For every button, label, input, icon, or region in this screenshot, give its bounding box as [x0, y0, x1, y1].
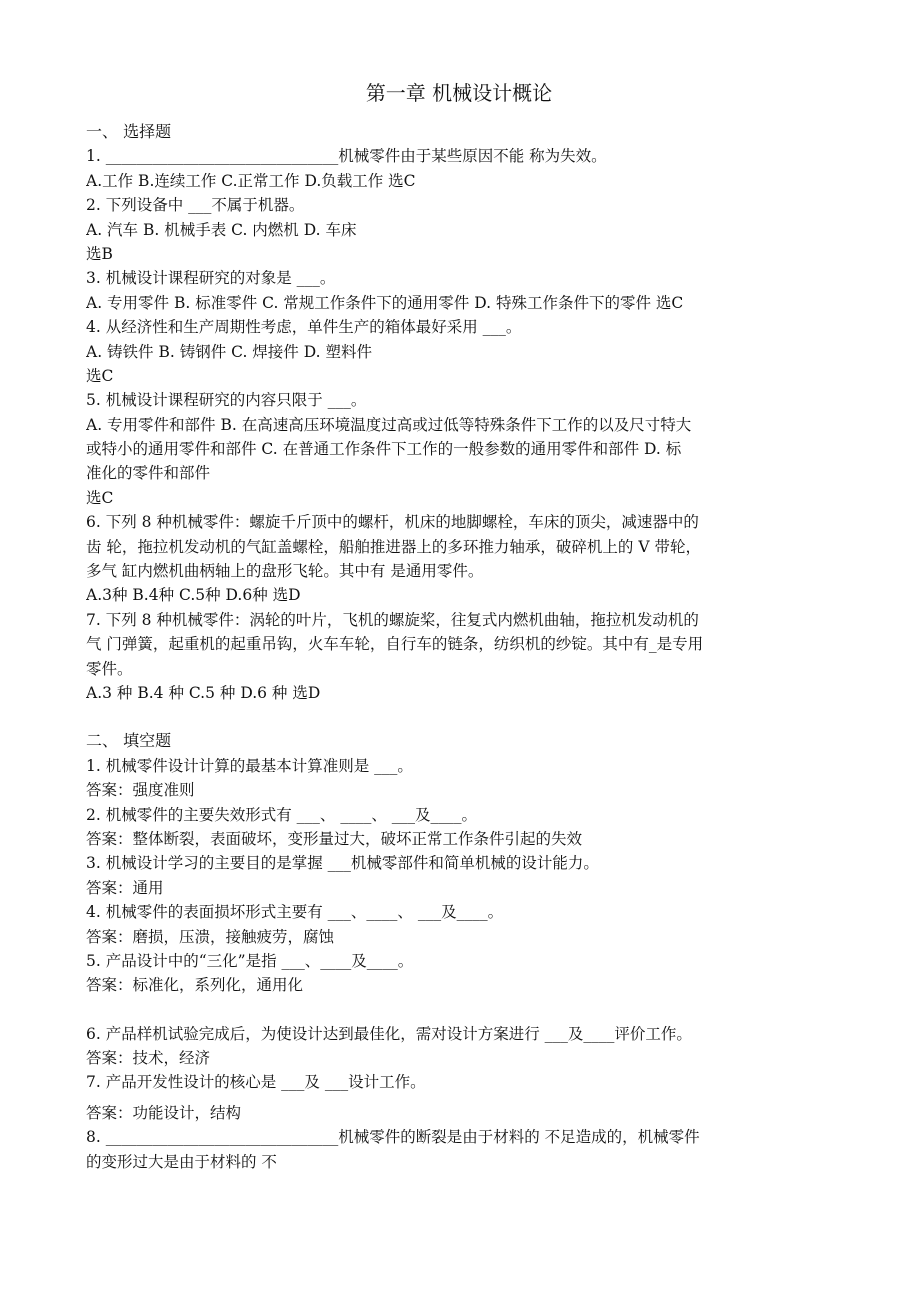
fill-question-8-line-2: 的变形过大是由于材料的 不: [86, 1152, 277, 1171]
options-1: A.工作 B.连续工作 C.正常工作 D.负载工作 选C: [86, 171, 416, 190]
section-heading-fill: 二、 填空题: [86, 731, 172, 751]
answer-5: 选C: [86, 488, 114, 507]
options-4: A. 铸铁件 B. 铸钢件 C. 焊接件 D. 塑料件: [86, 342, 372, 361]
question-6-line-1: 6. 下列 8 种机械零件：螺旋千斤顶中的螺杆，机床的地脚螺栓，车床的顶尖，减速器中的: [86, 513, 699, 532]
question-6-line-3: 多气 缸内燃机曲柄轴上的盘形飞轮。其中有 是通用零件。: [86, 562, 484, 581]
fill-answer-5: 答案：标准化，系列化，通用化: [86, 976, 304, 995]
question-3: 3. 机械设计课程研究的对象是 ___。: [86, 269, 336, 288]
fill-question-1: 1. 机械零件设计计算的最基本计算准则是 ___。: [86, 756, 413, 775]
question-1: 1. ______________________________机械零件由于某些原因不能 称为失效。: [86, 147, 607, 166]
fill-question-8-line-1: 8. ______________________________机械零件的断裂是由于材料的 不足造成的，机械零件: [86, 1128, 700, 1147]
question-6-line-2: 齿 轮，拖拉机发动机的气缸盖螺栓，船舶推进器上的多环推力轴承，破碎机上的 V 带轮，: [86, 537, 701, 556]
fill-question-5: 5. 产品设计中的“三化”是指 ___、____及____。: [86, 951, 414, 970]
fill-answer-7: 答案：功能设计，结构: [86, 1103, 242, 1122]
options-3: A. 专用零件 B. 标准零件 C. 常规工作条件下的通用零件 D. 特殊工作条件下的零件 选C: [86, 293, 684, 312]
question-7-line-1: 7. 下列 8 种机械零件：涡轮的叶片，飞机的螺旋桨，往复式内燃机曲轴，拖拉机发动机的: [86, 610, 699, 629]
options-5-line-1: A. 专用零件和部件 B. 在高速高压环境温度过高或过低等特殊条件下工作的以及尺寸特大: [86, 415, 692, 434]
options-5-line-3: 准化的零件和部件: [86, 464, 211, 483]
answer-2: 选B: [86, 244, 113, 263]
section-heading-choice: 一、 选择题: [86, 122, 172, 141]
fill-answer-2: 答案：整体断裂，表面破坏，变形量过大，破坏正常工作条件引起的失效: [86, 829, 583, 848]
fill-answer-6: 答案：技术，经济: [86, 1049, 211, 1068]
options-5-line-2: 或特小的通用零件和部件 C. 在普通工作条件下工作的一般参数的通用零件和部件 D. 标: [86, 440, 682, 459]
fill-question-2: 2. 机械零件的主要失效形式有 ___、 ____、 ___及____。: [86, 805, 477, 824]
question-5: 5. 机械设计课程研究的内容只限于 ___。: [86, 391, 367, 410]
fill-question-3: 3. 机械设计学习的主要目的是掌握 ___机械零部件和简单机械的设计能力。: [86, 854, 599, 873]
chapter-title: 第一章 机械设计概论: [365, 81, 553, 105]
options-6: A.3种 B.4种 C.5种 D.6种 选D: [86, 586, 301, 605]
fill-answer-3: 答案：通用: [86, 878, 164, 897]
question-4: 4. 从经济性和生产周期性考虑，单件生产的箱体最好采用 ___。: [86, 318, 522, 337]
options-2: A. 汽车 B. 机械手表 C. 内燃机 D. 车床: [86, 220, 357, 239]
fill-answer-1: 答案：强度准则: [86, 781, 195, 800]
answer-4: 选C: [86, 366, 114, 385]
document-body: [86, 120, 832, 1174]
question-2: 2. 下列设备中 ___不属于机器。: [86, 196, 305, 215]
fill-question-6: 6. 产品样机试验完成后，为使设计达到最佳化，需对设计方案进行 ___及____评价工作。: [86, 1024, 692, 1043]
fill-question-7: 7. 产品开发性设计的核心是 ___及 ___设计工作。: [86, 1073, 426, 1092]
fill-question-4: 4. 机械零件的表面损坏形式主要有 ___、____、 ___及____。: [86, 903, 504, 922]
fill-answer-4: 答案：磨损，压溃，接触疲劳，腐蚀: [86, 927, 335, 946]
question-7-line-2: 气 门弹簧，起重机的起重吊钩，火车车轮，自行车的链条，纺织机的纱锭。其中有_是专用: [86, 635, 704, 654]
question-7-line-3: 零件。: [86, 659, 133, 678]
options-7: A.3 种 B.4 种 C.5 种 D.6 种 选D: [86, 683, 321, 702]
